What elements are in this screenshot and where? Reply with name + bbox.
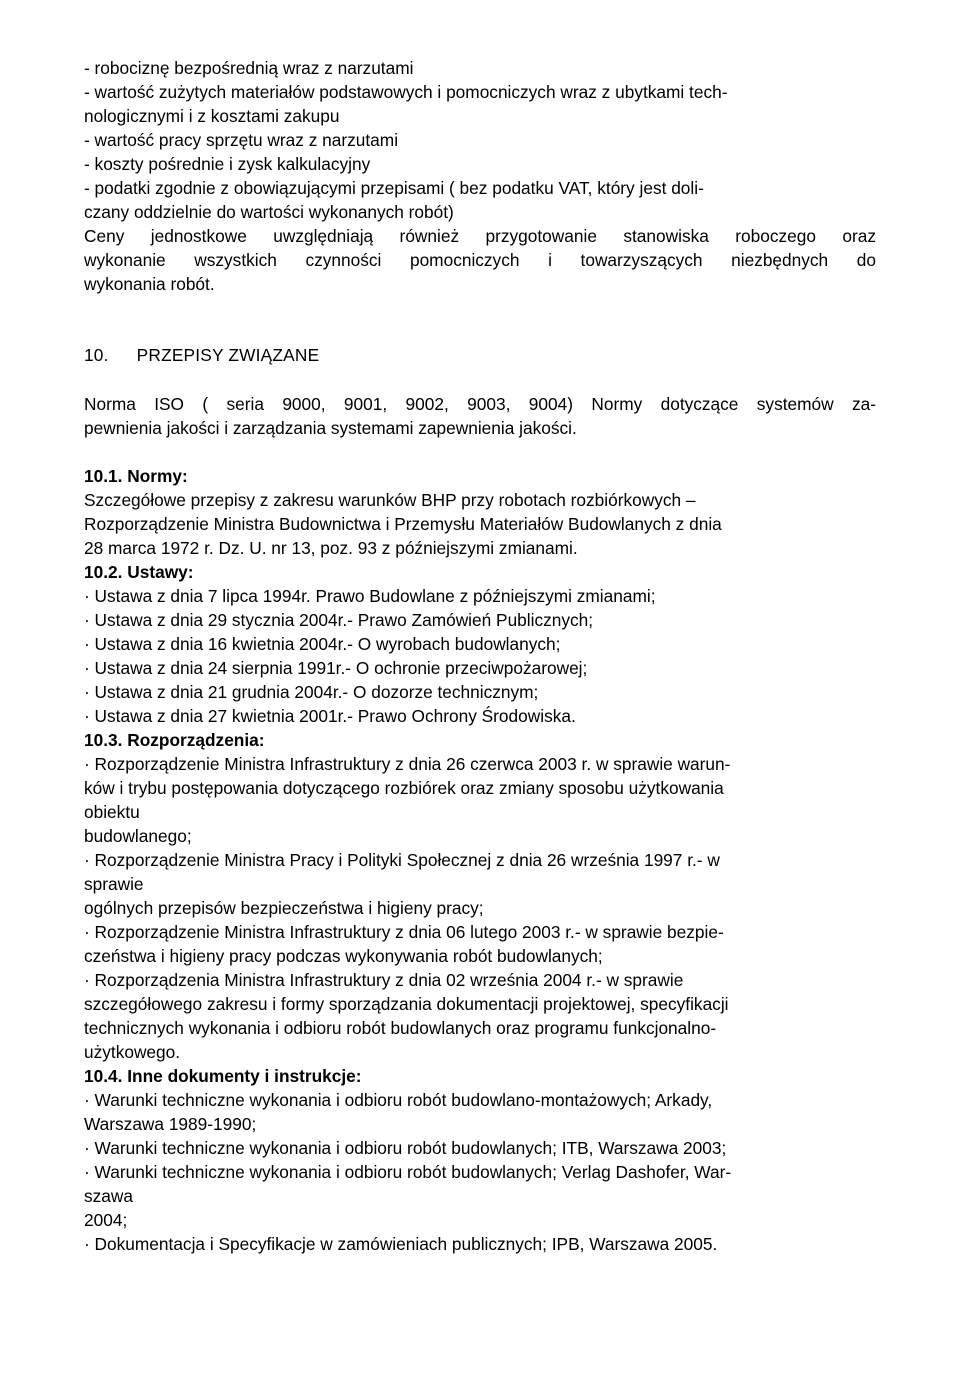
subsection-heading: 10.3. Rozporządzenia: [84,730,265,750]
list-item: · Ustawa z dnia 21 grudnia 2004r.- O dozorze technicznym; [84,682,539,702]
list-item: · Ustawa z dnia 24 sierpnia 1991r.- O ochronie przeciwpożarowej; [84,658,588,678]
intro-line: - koszty pośrednie i zysk kalkulacyjny [84,154,371,174]
paragraph-line: 28 marca 1972 r. Dz. U. nr 13, poz. 93 z późniejszymi zmianami. [84,538,578,558]
list-item: budowlanego; [84,826,192,846]
list-item: · Ustawa z dnia 27 kwietnia 2001r.- Prawo Ochrony Środowiska. [84,706,576,726]
intro-line: czany oddzielnie do wartości wykonanych robót) [84,202,454,222]
intro-line: - wartość zużytych materiałów podstawowych i pomocniczych wraz z ubytkami tech- [84,82,728,102]
subsection-heading: 10.2. Ustawy: [84,562,194,582]
list-item: ków i trybu postępowania dotyczącego rozbiórek oraz zmiany sposobu użytkowania [84,778,724,798]
list-item: szawa [84,1186,133,1206]
list-item: · Rozporządzenie Ministra Infrastruktury z dnia 06 lutego 2003 r.- w sprawie bezpie- [84,922,724,942]
list-item: użytkowego. [84,1042,181,1062]
section-heading [84,343,319,367]
list-item: · Rozporządzenie Ministra Pracy i Polityki Społecznej z dnia 26 września 1997 r.- w [84,850,720,870]
section-title: PRZEPISY ZWIĄZANE [136,345,320,365]
intro-line: - wartość pracy sprzętu wraz z narzutami [84,130,399,150]
list-item: · Dokumentacja i Specyfikacje w zamówieniach publicznych; IPB, Warszawa 2005. [84,1234,718,1254]
paragraph-line: Rozporządzenie Ministra Budownictwa i Przemysłu Materiałów Budowlanych z dnia [84,514,722,534]
intro-line: - robociznę bezpośrednią wraz z narzutami [84,58,414,78]
list-item: · Ustawa z dnia 7 lipca 1994r. Prawo Budowlane z późniejszymi zmianami; [84,586,656,606]
intro-line: - podatki zgodnie z obowiązującymi przepisami ( bez podatku VAT, który jest doli- [84,178,704,198]
list-item: ogólnych przepisów bezpieczeństwa i higieny pracy; [84,898,484,918]
list-item: · Warunki techniczne wykonania i odbioru robót budowlanych; ITB, Warszawa 2003; [84,1138,727,1158]
list-item: · Rozporządzenie Ministra Infrastruktury z dnia 26 czerwca 2003 r. w sprawie warun- [84,754,731,774]
iso-line: pewnienia jakości i zarządzania systemami zapewnienia jakości. [84,418,577,438]
list-item: 2004; [84,1210,128,1230]
list-item: obiektu [84,802,140,822]
section-number: 10. [84,345,109,365]
intro-line: wykonania robót. [84,274,215,294]
list-item: czeństwa i higieny pracy podczas wykonywania robót budowlanych; [84,946,603,966]
paragraph-line: Szczegółowe przepisy z zakresu warunków BHP przy robotach rozbiórkowych – [84,490,696,510]
iso-line: Norma ISO ( seria 9000, 9001, 9002, 9003, 9004) Normy dotyczące systemów za- [84,394,876,414]
list-item: · Ustawa z dnia 29 stycznia 2004r.- Prawo Zamówień Publicznych; [84,610,594,630]
list-item: · Ustawa z dnia 16 kwietnia 2004r.- O wyrobach budowlanych; [84,634,561,654]
subsection-heading: 10.1. Normy: [84,466,188,486]
subsection-heading: 10.4. Inne dokumenty i instrukcje: [84,1066,362,1086]
list-item: sprawie [84,874,144,894]
list-item: Warszawa 1989-1990; [84,1114,257,1134]
intro-line: nologicznymi i z kosztami zakupu [84,106,340,126]
list-item: technicznych wykonania i odbioru robót budowlanych oraz programu funkcjonalno- [84,1018,717,1038]
list-item: · Warunki techniczne wykonania i odbioru robót budowlanych; Verlag Dashofer, War- [84,1162,732,1182]
list-item: · Rozporządzenia Ministra Infrastruktury z dnia 02 września 2004 r.- w sprawie [84,970,684,990]
list-item: szczegółowego zakresu i formy sporządzania dokumentacji projektowej, specyfikacji [84,994,729,1014]
intro-line: Ceny jednostkowe uwzględniają również przygotowanie stanowiska roboczego oraz [84,226,876,246]
list-item: · Warunki techniczne wykonania i odbioru robót budowlano-montażowych; Arkady, [84,1090,713,1110]
intro-line: wykonanie wszystkich czynności pomocniczych i towarzyszących niezbędnych do [84,250,876,270]
